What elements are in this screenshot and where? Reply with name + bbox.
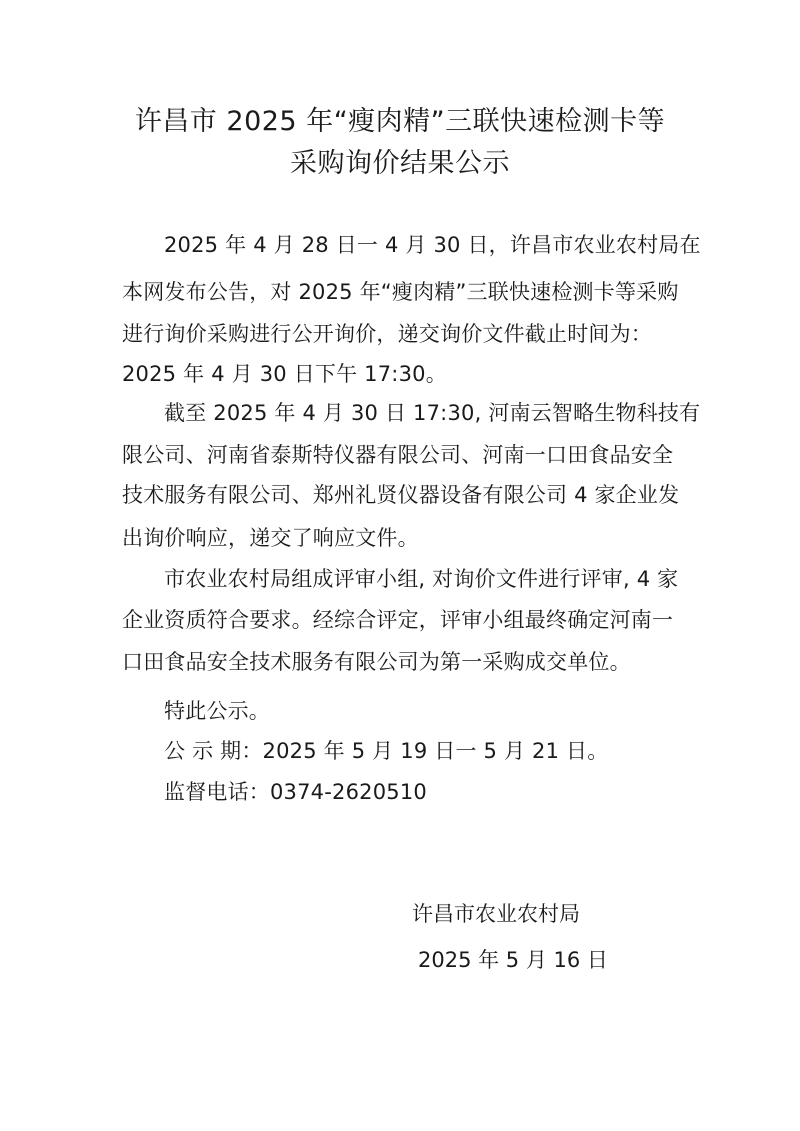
paragraph-1-line: 2025 年 4 月 28 日一 4 月 30 日，许昌市农业农村局在: [164, 233, 701, 257]
paragraph-3-line: 口田食品安全技术服务有限公司为第一采购成交单位。: [122, 650, 631, 674]
paragraph-1-line: 本网发布公告，对 2025 年“瘦肉精”三联快速检测卡等采购: [122, 280, 679, 304]
paragraph-3-line: 市农业农村局组成评审小组, 对询价文件进行评审, 4 家: [164, 567, 679, 591]
paragraph-2-line: 出询价响应，递交了响应文件。: [122, 526, 419, 550]
supervision-phone: 监督电话：0374-2620510: [164, 780, 427, 804]
notice-text: 特此公示。: [164, 699, 270, 723]
title-line-2: 采购询价结果公示: [290, 148, 510, 179]
signature-date: 2025 年 5 月 16 日: [418, 948, 608, 972]
paragraph-3-line: 企业资质符合要求。经综合评定，评审小组最终确定河南一: [122, 608, 674, 632]
signature-org: 许昌市农业农村局: [412, 902, 580, 926]
publicity-period: 公 示 期：2025 年 5 月 19 日一 5 月 21 日。: [164, 739, 609, 763]
paragraph-1-line: 进行询价采购进行公开询价，递交询价文件截止时间为：: [122, 322, 652, 346]
paragraph-2-line: 限公司、河南省泰斯特仪器有限公司、河南一口田食品安全: [122, 443, 674, 467]
paragraph-2-line: 截至 2025 年 4 月 30 日 17:30, 河南云智略生物科技有: [164, 401, 701, 425]
paragraph-1-line: 2025 年 4 月 30 日下午 17:30。: [122, 362, 447, 386]
title-line-1: 许昌市 2025 年“瘦肉精”三联快速检测卡等: [134, 106, 666, 137]
paragraph-2-line: 技术服务有限公司、郑州礼贤仪器设备有限公司 4 家企业发: [122, 483, 680, 507]
